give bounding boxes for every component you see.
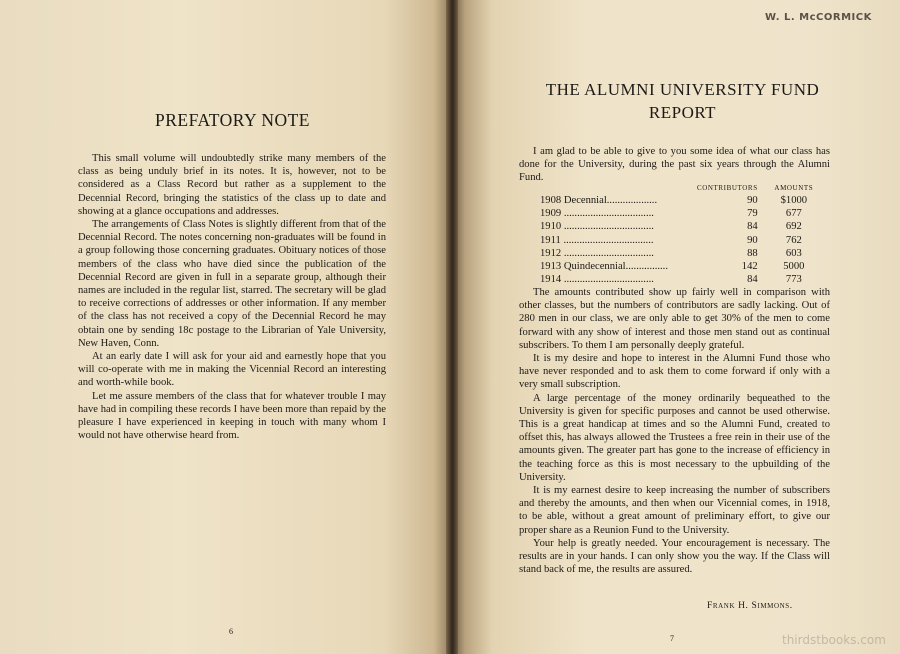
paragraph: The arrangements of Class Notes is slightly different from that of the Decennial Record. The notes concerning non-graduates will be found in a group following those concerning graduates. Obituary notices of those members of the class who have died since the publication of the Decennial Record are given in full in a separate group, although their names are included in the regular list, starred. The secretary will be glad to receive corrections of addresses or other information. If any member of the class has not received a copy of the Decennial Record he may obtain one by sending 18c postage to the Librarian of Yale University, New Haven, Conn. bbox=[78, 219, 386, 349]
book-gutter bbox=[446, 0, 458, 654]
row-year: 1910 .................................. bbox=[540, 221, 654, 233]
row-contributors: 142 bbox=[741, 261, 758, 273]
header-year bbox=[540, 183, 695, 194]
page-title: PREFATORY NOTE bbox=[155, 110, 310, 130]
paragraph: Let me assure members of the class that for whatever trouble I may have had in compiling these records I have been more than repaid by the pleasure I have experienced in keeping in touch with many whom I would not have otherwise heard from. bbox=[78, 390, 386, 442]
row-amount: 5000 bbox=[783, 261, 805, 273]
row-contributors: 90 bbox=[747, 234, 758, 246]
paragraph: It is my earnest desire to keep increasing the number of subscribers and thereby the amounts, and then when our Vicennial comes, in 1918, to be able, without a great amount of preliminary effort, to give our proper share as a Reunion Fund to the University. bbox=[519, 485, 830, 536]
row-year: 1908 Decennial................... bbox=[540, 195, 658, 206]
watermark: thirdstbooks.com bbox=[782, 633, 886, 647]
paragraph: It is my desire and hope to interest in the Alumni Fund those who have never responded and to ask them to come forward if only with a very small subscription. bbox=[519, 353, 830, 391]
row-contributors: 88 bbox=[747, 247, 758, 259]
page-number: 6 bbox=[229, 627, 233, 636]
report-intro bbox=[519, 145, 830, 185]
row-amount: $1000 bbox=[780, 195, 808, 206]
row-contributors: 84 bbox=[747, 221, 758, 233]
table-row bbox=[540, 234, 830, 247]
header-amounts: AMOUNTS bbox=[774, 184, 814, 192]
table-row bbox=[540, 273, 830, 286]
report-title bbox=[520, 78, 845, 124]
page-number: 7 bbox=[670, 634, 674, 643]
table-header-row bbox=[540, 183, 830, 194]
signature: Frank H. Simmons. bbox=[707, 601, 793, 611]
table-row bbox=[540, 260, 830, 273]
row-contributors: 79 bbox=[747, 208, 758, 220]
row-year: 1911 .................................. bbox=[540, 234, 654, 246]
paragraph: Your help is greatly needed. Your encouragement is necessary. The results are in your hands. I can only show you the way. If the Class will stand back of me, the results are assured. bbox=[519, 537, 830, 576]
fund-table bbox=[540, 183, 830, 286]
row-year: 1914 .................................. bbox=[540, 274, 654, 286]
row-contributors: 84 bbox=[747, 274, 758, 286]
paragraph: A large percentage of the money ordinarily bequeathed to the University is given for specific purposes and cannot be used otherwise. This is a great handicap at times and so the Alumni Fund, created to offset this, has always allowed the Trustees a free rein in their use of the amounts given. The greater part has gone to the increase of efficiency in the teaching force as this is most necessary to the upbuilding of the University. bbox=[519, 392, 830, 483]
row-amount: 762 bbox=[785, 234, 802, 246]
row-amount: 677 bbox=[785, 208, 802, 220]
table-row bbox=[540, 220, 830, 233]
report-title-line2: REPORT bbox=[648, 103, 717, 122]
row-amount: 692 bbox=[785, 221, 802, 233]
table-row bbox=[540, 247, 830, 260]
table-row bbox=[540, 194, 830, 207]
paragraph: I am glad to be able to give to you some idea of what our class has done for the University, during the past six years through the Alumni Fund. bbox=[519, 146, 830, 184]
paragraph: At an early date I will ask for your aid and earnestly hope that you will co-operate with me in making the Vicennial Record an interesting and worth-while book. bbox=[78, 351, 386, 389]
header-contributors: CONTRIBUTORS bbox=[696, 184, 758, 192]
row-contributors: 90 bbox=[747, 195, 758, 206]
report-body bbox=[519, 286, 830, 576]
row-amount: 773 bbox=[785, 274, 802, 286]
report-title-line1: THE ALUMNI UNIVERSITY FUND bbox=[545, 80, 820, 99]
row-year: 1913 Quindecennial................ bbox=[540, 261, 668, 273]
paragraph: This small volume will undoubtedly strike many members of the class as being unduly brief in its notes. It is, however, not to be considered as a Class Record but rather as a supplement to the Decennial Record, bringing the statistics of the class up to date and showing at a glance occupations and addresses. bbox=[78, 153, 386, 217]
row-year: 1909 .................................. bbox=[540, 208, 654, 220]
prefatory-body bbox=[78, 152, 386, 442]
row-year: 1912 .................................. bbox=[540, 247, 654, 259]
table-row bbox=[540, 207, 830, 220]
row-amount: 603 bbox=[785, 247, 802, 259]
owner-stamp: W. L. McCORMICK bbox=[765, 12, 872, 23]
paragraph: The amounts contributed show up fairly well in comparison with other classes, but the numbers of contributors are sadly lacking. Out of 280 men in our class, we are only able to get 30% of the men to come forward with any show of interest and those men stand out as continual subscribers. To them I am personally deeply grateful. bbox=[519, 287, 830, 351]
